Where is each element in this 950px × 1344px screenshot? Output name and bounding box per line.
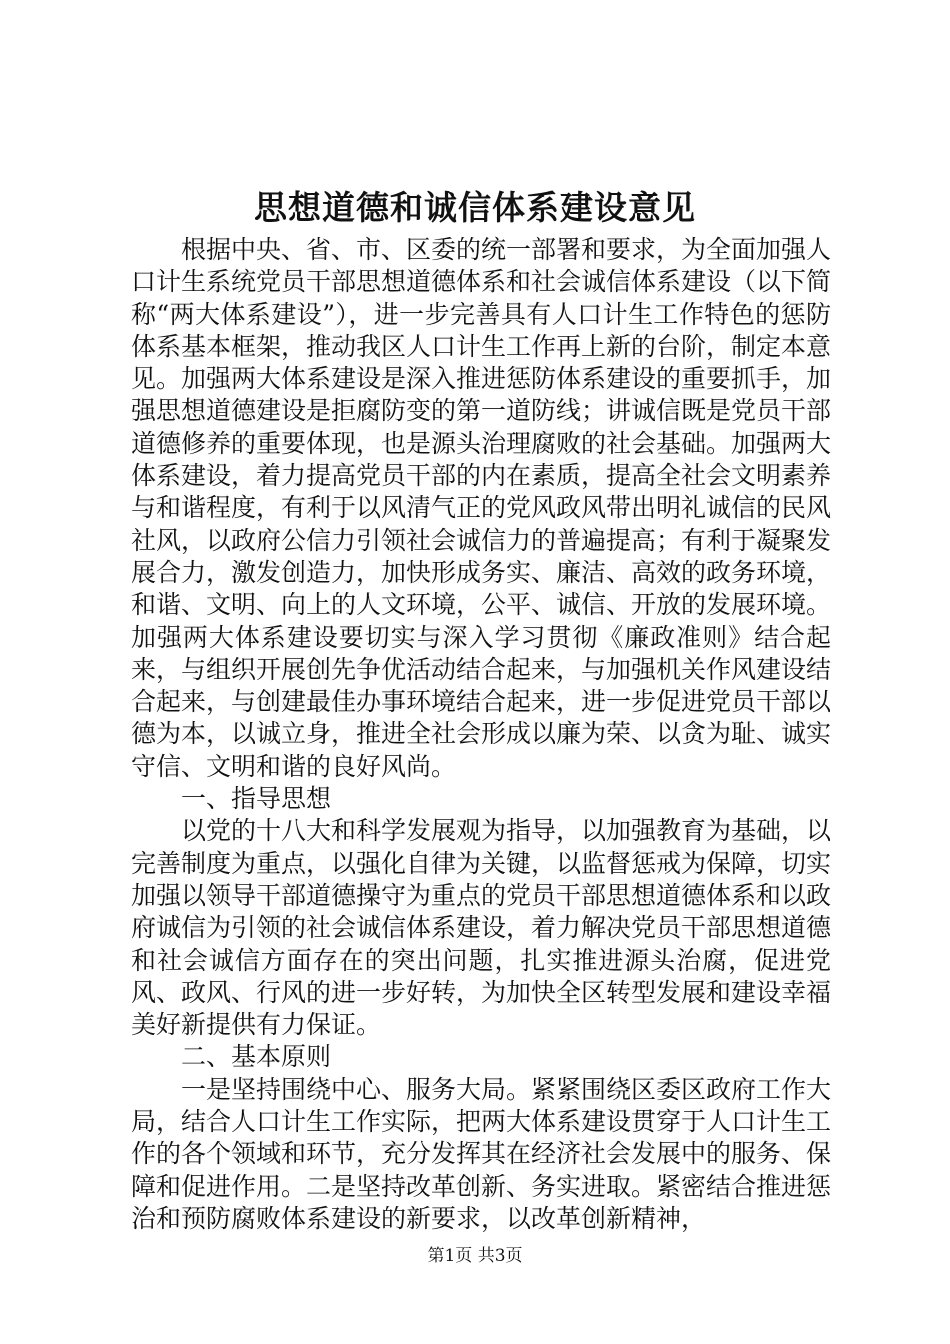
section-heading-basic-principles: 二、基本原则 [181, 1042, 332, 1072]
body-paragraph: 以党的十八大和科学发展观为指导，以加强教育为基础，以完善制度为重点，以强化自律为关键，以监督惩戒为保障，切实加强以领导干部道德操守为重点的党员干部思想道德体系和以政府诚信为引领的社会诚信体系建设，着力解决党员干部思想道德和社会诚信方面存在的突出问题，扎实推进源头治腐，促进党风、政风、行风的进一步好转，为加快全区转型发展和建设幸福美好新提供有力保证。 [131, 816, 832, 1040]
document-body [131, 234, 831, 1235]
section-heading-guiding-thought: 一、指导思想 [181, 784, 332, 814]
body-paragraph: 根据中央、省、市、区委的统一部署和要求，为全面加强人口计生系统党员干部思想道德体系和社会诚信体系建设（以下简称“两大体系建设”），进一步完善具有人口计生工作特色的惩防体系基本框架，推动我区人口计生工作再上新的台阶，制定本意见。加强两大体系建设是深入推进惩防体系建设的重要抓手，加强思想道德建设是拒腐防变的第一道防线；讲诚信既是党员干部道德修养的重要体现，也是源头治理腐败的社会基础。加强两大体系建设，着力提高党员干部的内在素质，提高全社会文明素养与和谐程度，有利于以风清气正的党风政风带出明礼诚信的民风社风，以政府公信力引领社会诚信力的普遍提高；有利于凝聚发展合力，激发创造力，加快形成务实、廉洁、高效的政务环境，和谐、文明、向上的人文环境，公平、诚信、开放的发展环境。加强两大体系建设要切实与深入学习贯彻《廉政准则》结合起来，与组织开展创先争优活动结合起来，与加强机关作风建设结合起来，与创建最佳办事环境结合起来，进一步促进党员干部以德为本，以诚立身，推进全社会形成以廉为荣、以贪为耻、诚实守信、文明和谐的良好风尚。 [131, 235, 832, 781]
page-number-footer: 第1页 共3页 [427, 1246, 523, 1266]
body-paragraph: 一是坚持围绕中心、服务大局。紧紧围绕区委区政府工作大局，结合人口计生工作实际，把两大体系建设贯穿于人口计生工作的各个领域和环节，充分发挥其在经济社会发展中的服务、保障和促进作用。二是坚持改革创新、务实进取。紧密结合推进惩治和预防腐败体系建设的新要求，以改革创新精神， [131, 1074, 832, 1233]
document-title: 思想道德和诚信体系建设意见 [254, 188, 696, 227]
